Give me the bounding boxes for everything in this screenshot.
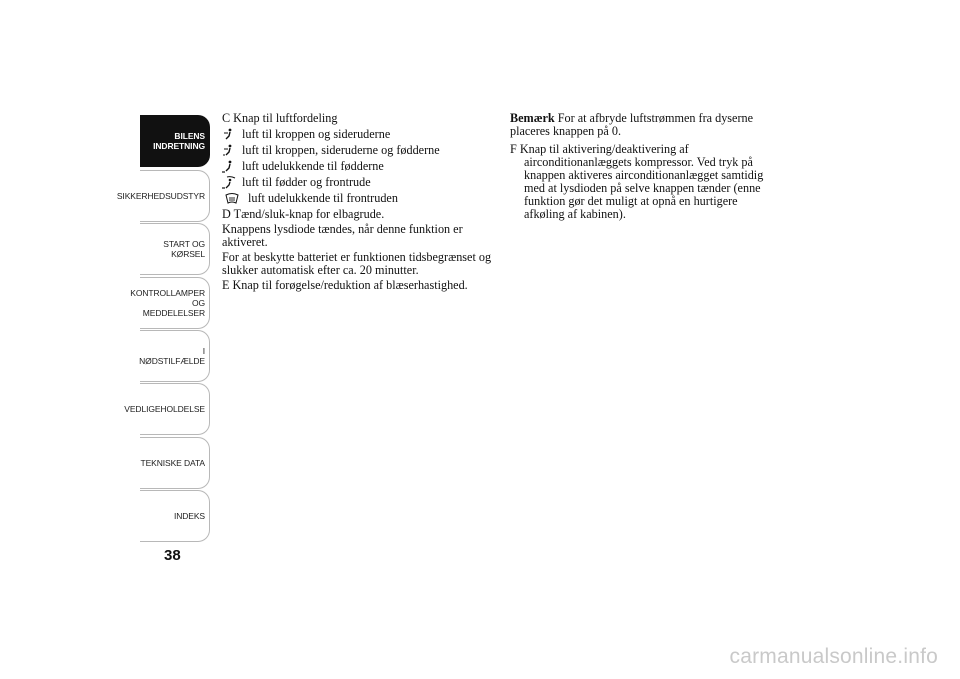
tab-label: KONTROLLAMPER OG MEDDELELSER [130,288,205,318]
watermark: carmanualsonline.info [729,645,938,668]
windscreen-defrost-icon [222,192,242,205]
distribution-item [222,176,494,189]
paragraph-led: Knappens lysdiode tændes, når denne funktion er aktiveret. [222,222,463,249]
distribution-item [222,192,494,205]
note-text: For at afbryde luftstrømmen fra dyserne placeres knappen på 0. [510,111,754,138]
distribution-label: luft udelukkende til frontruden [248,191,398,205]
distribution-label: luft til fødder og frontrude [242,175,371,189]
distribution-item [222,128,494,141]
face-vent-icon [222,128,236,141]
left-column [222,112,494,294]
face-feet-vent-icon [222,144,236,157]
distribution-label: luft til kroppen og sideruderne [242,127,391,141]
distribution-label: luft til kroppen, sideruderne og fødderne [242,143,440,157]
item-f: F Knap til aktivering/deaktivering af airconditionanlæggets kompressor. Ved tryk på knappen aktiveres airconditionanlægget samtidig med at lysdioden på selve knappen tænder (enne funktion gør det muligt at opnå en hurtigere afkøling af kabinen). [510,142,764,221]
right-column [510,112,780,223]
tab-kontrollamper[interactable] [130,277,210,329]
tab-vedligeholdelse[interactable] [124,383,210,435]
tab-start-og-korsel[interactable] [140,223,210,275]
tab-label: INDEKS [173,511,205,521]
feet-windscreen-vent-icon [222,176,236,189]
paragraph-battery: For at beskytte batteriet er funktionen tidsbegrænset og slukker automatisk efter ca. 20 minutter. [222,250,492,277]
page-number: 38 [164,547,181,564]
tab-i-nodstilfaelde[interactable] [140,330,210,382]
distribution-item [222,160,494,173]
tab-tekniske-data[interactable] [140,437,210,489]
item-d-heading: D Tænd/sluk-knap for elbagrude. [222,207,385,221]
feet-vent-icon [222,160,236,173]
item-c-heading: C Knap til luftfordeling [222,111,338,125]
tab-label: START OG KØRSEL [163,239,205,259]
tab-sikkerhedsudstyr[interactable] [116,170,210,222]
tab-label: I NØDSTILFÆLDE [139,346,206,366]
tab-label: BILENS INDRETNING [153,131,205,151]
tab-label: VEDLIGEHOLDELSE [124,404,205,414]
tab-bilens-indretning[interactable] [140,115,210,167]
item-e: E Knap til forøgelse/reduktion af blæserhastighed. [222,278,468,292]
tab-label: TEKNISKE DATA [140,458,205,468]
note-label: Bemærk [510,111,555,125]
note [510,112,780,138]
tab-indeks[interactable] [140,490,210,542]
distribution-item [222,144,494,157]
distribution-label: luft udelukkende til fødderne [242,159,384,173]
tab-label: SIKKERHEDSUDSTYR [116,191,205,201]
